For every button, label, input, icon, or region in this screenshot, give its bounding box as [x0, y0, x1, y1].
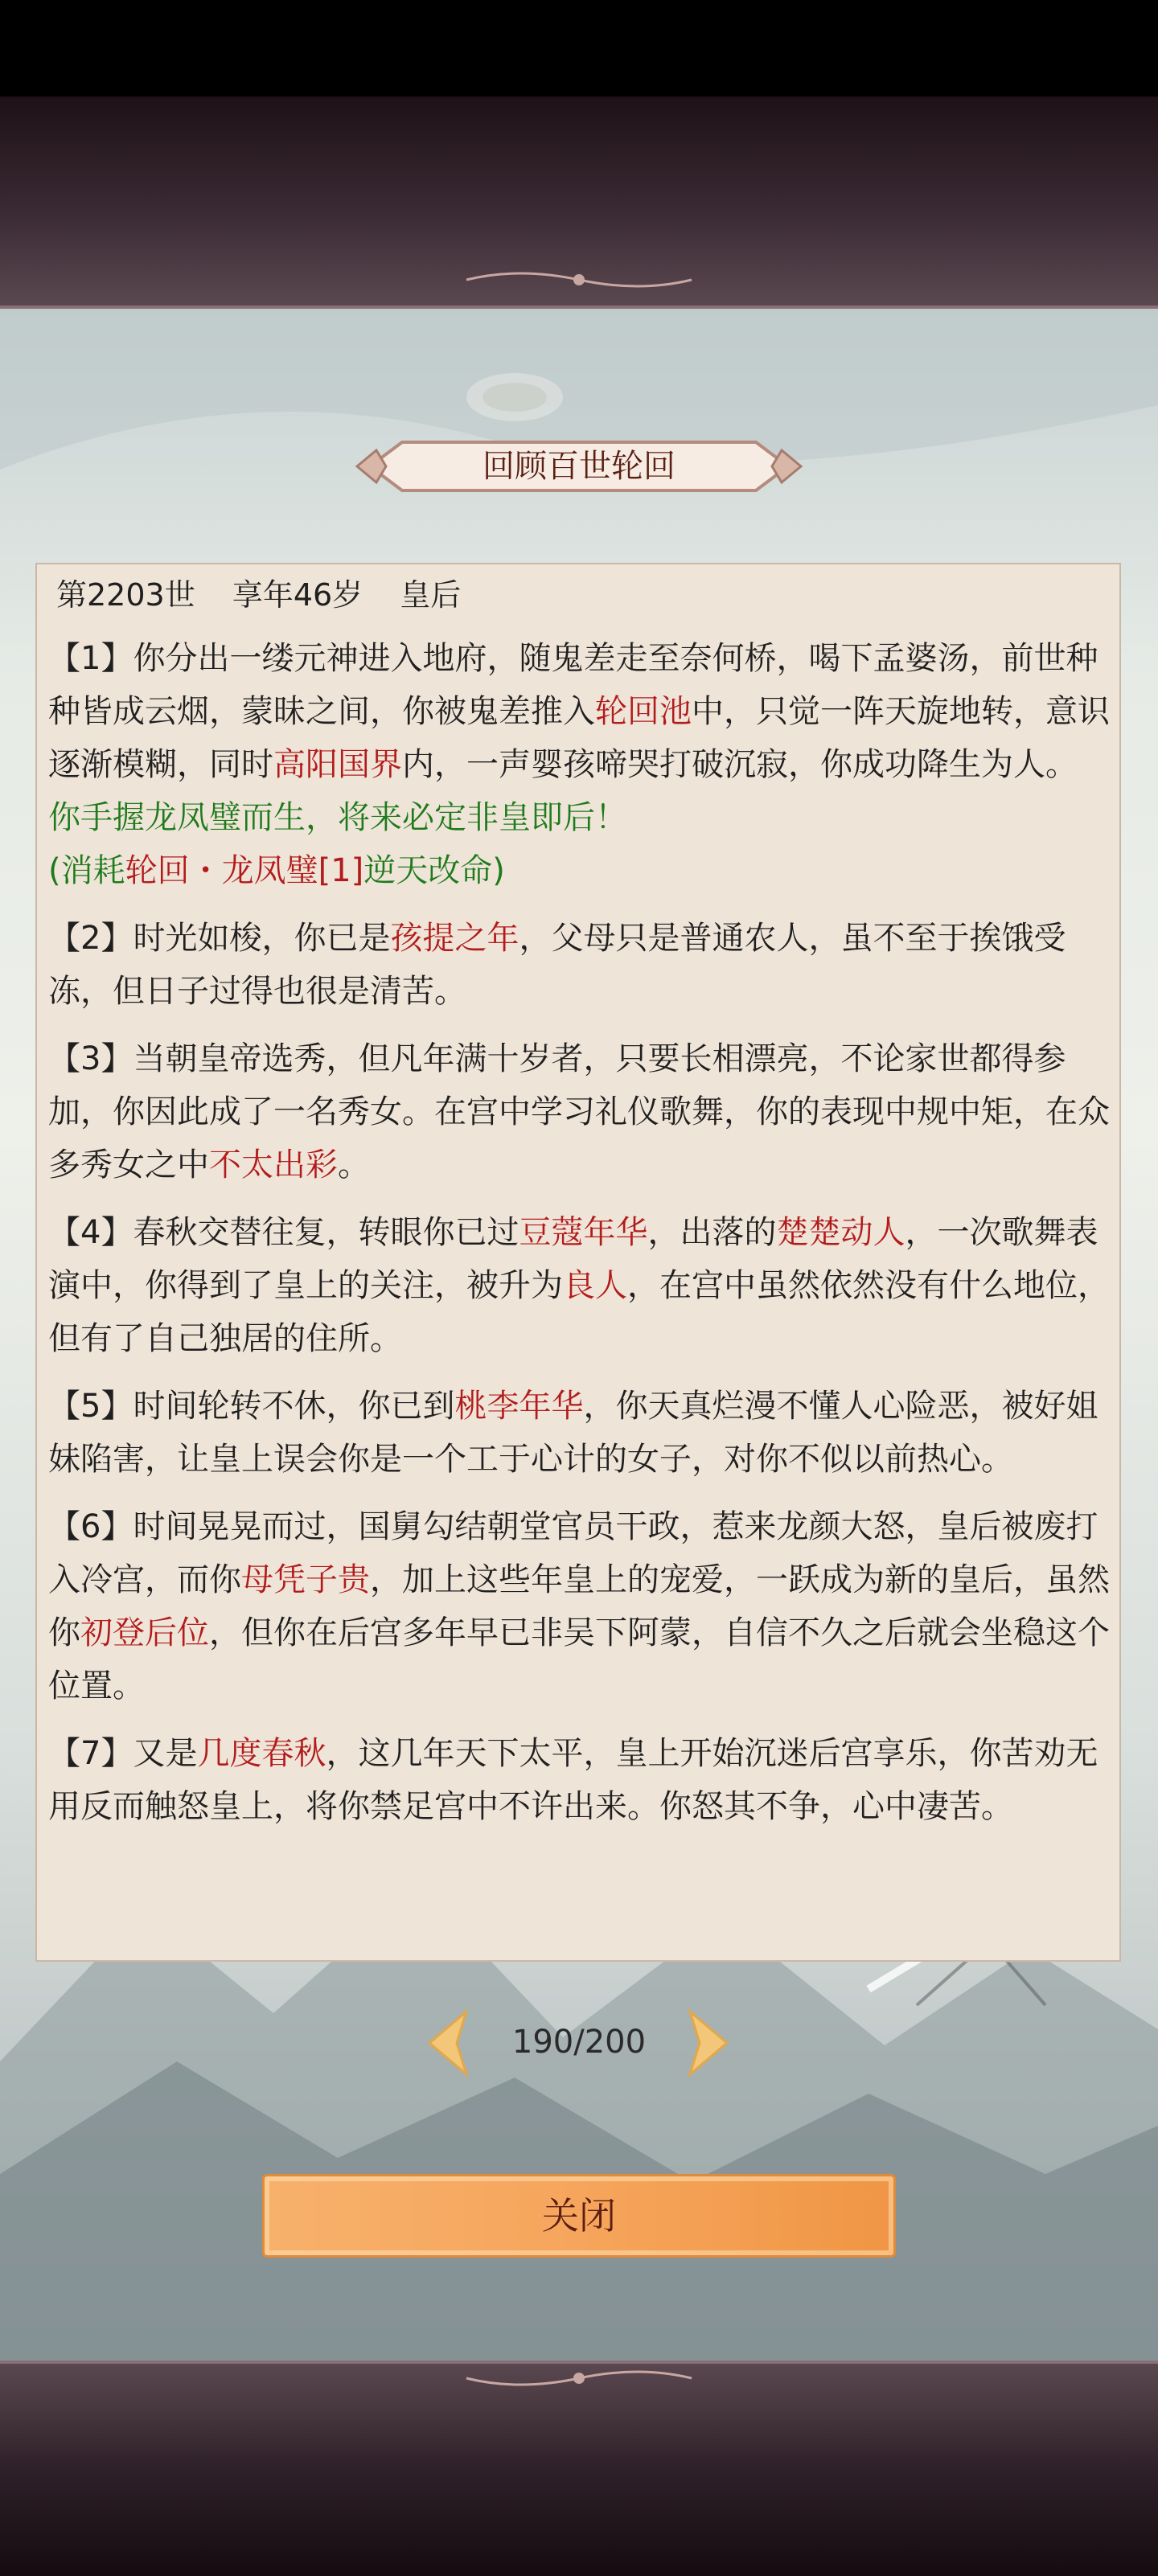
- entry-text: ，父母只是普通农人，虽不至于挨饿受冻，但日子过得也很是清苦。: [48, 920, 1066, 1010]
- page-indicator: 190/200: [511, 2024, 647, 2061]
- entry-text: 【1】你分出一缕元神进入地府，随鬼差走至奈何桥，喝下孟婆汤，前世种种皆成云烟，蒙昧之间，你被鬼差推入: [48, 640, 1098, 730]
- entry-text: 【7】又是: [48, 1735, 198, 1772]
- entry-highlight: 楚楚动人: [776, 1214, 905, 1251]
- entry-highlight: 母凭子贵: [241, 1561, 370, 1598]
- entry-bonus-text: 你手握龙凤璧而生，将来必定非皇即后！: [48, 799, 627, 836]
- entry-highlight: 桃李年华: [454, 1388, 584, 1425]
- entry-text: ，出落的: [647, 1214, 777, 1251]
- entry-highlight: 豆蔻年华: [519, 1214, 648, 1251]
- top-frame: [0, 96, 1158, 309]
- entry-text: 内，一声婴孩啼哭打破沉寂，你成功降生为人。: [402, 746, 1078, 783]
- frame-ornament-icon: [458, 265, 700, 294]
- story-log-panel[interactable]: [35, 563, 1121, 1962]
- role-label: 皇后: [400, 577, 462, 613]
- entry-text: 【5】时间轮转不休，你已到: [48, 1388, 455, 1425]
- entry-highlight: 不太出彩: [209, 1146, 338, 1183]
- frame-ornament-icon: [458, 2364, 700, 2393]
- close-button-label: 关闭: [542, 2194, 616, 2238]
- entry-highlight: 轮回池: [595, 693, 692, 730]
- entry-text: ，在宫中虽然依然没有什么地位，但有了自己独居的住所。: [48, 1267, 1110, 1357]
- entry-highlight: 初登后位: [80, 1614, 209, 1651]
- story-entries: [48, 632, 1116, 1848]
- story-entry: [48, 1380, 1116, 1486]
- entry-bonus-text: (消耗: [48, 852, 125, 889]
- entry-highlight: 良人: [563, 1267, 627, 1304]
- dialog-title: 回顾百世轮回: [482, 448, 676, 485]
- story-entry: [48, 632, 1116, 897]
- entry-text: 【3】当朝皇帝选秀，但凡年满十岁者，只要长相漂亮，不论家世都得参加，你因此成了一名秀女。在宫中学习礼仪歌舞，你的表现中规中矩，在众多秀女之中: [48, 1040, 1110, 1183]
- entry-highlight: 孩提之年: [390, 920, 519, 957]
- story-entry: [48, 1206, 1116, 1365]
- entry-text: ，你天真烂漫不懂人心险恶，被好姐妹陷害，让皇上误会你是一个工于心计的女子，对你不似以前热心。: [48, 1388, 1098, 1478]
- chevron-right-icon[interactable]: [674, 2007, 738, 2079]
- life-header: [56, 571, 1102, 619]
- lifespan-label: 享年46岁: [232, 577, 363, 613]
- close-button[interactable]: [262, 2174, 896, 2258]
- story-entry: [48, 912, 1116, 1018]
- generation-label: 第2203世: [56, 577, 195, 613]
- chevron-left-icon[interactable]: [418, 2007, 482, 2079]
- entry-highlight: 高阳国界: [273, 746, 402, 783]
- entry-text: ，加上这些年皇上的宠爱，一跃成为新的皇后，虽然你: [48, 1561, 1110, 1651]
- entry-text: 【2】时光如梭，你已是: [48, 920, 391, 957]
- entry-bonus-text: 逆天改命): [363, 852, 505, 889]
- entry-item-highlight: 轮回・龙凤璧[1]: [125, 852, 364, 889]
- story-entry: [48, 1032, 1116, 1192]
- entry-text: 【6】时间晃晃而过，国舅勾结朝堂官员干政，惹来龙颜大怒，皇后被废打入冷宫，而你: [48, 1508, 1098, 1598]
- status-bar-area: [0, 0, 1158, 96]
- entry-highlight: 几度春秋: [197, 1735, 326, 1772]
- story-entry: [48, 1727, 1116, 1833]
- entry-text: 。: [338, 1146, 370, 1183]
- entry-text: 【4】春秋交替往复，转眼你已过: [48, 1214, 519, 1251]
- entry-text: 中，只觉一阵天旋地转，意识逐渐模糊，同时: [48, 693, 1110, 783]
- entry-text: ，但你在后宫多年早已非吴下阿蒙，自信不久之后就会坐稳这个位置。: [48, 1614, 1110, 1704]
- entry-text: ，一次歌舞表演中，你得到了皇上的关注，被升为: [48, 1214, 1098, 1304]
- story-entry: [48, 1500, 1116, 1713]
- bottom-frame: [0, 2361, 1158, 2576]
- entry-text: ，这几年天下太平，皇上开始沉迷后宫享乐，你苦劝无用反而触怒皇上，将你禁足宫中不许出来。你怒其不争，心中凄苦。: [48, 1735, 1098, 1825]
